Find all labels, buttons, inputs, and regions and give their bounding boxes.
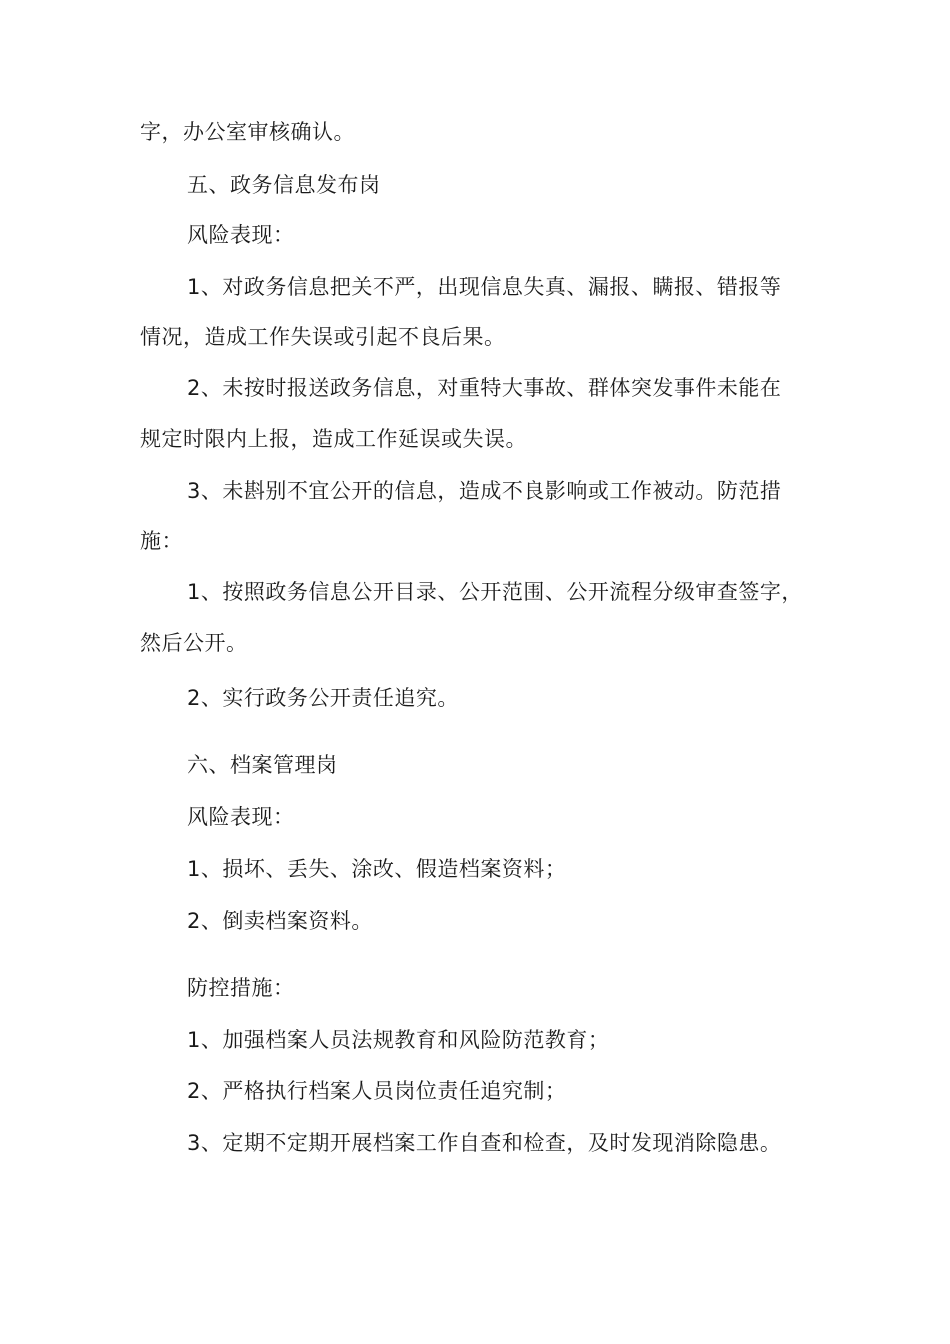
list-item: 1、按照政务信息公开目录、公开范围、公开流程分级审查签字， [187, 580, 803, 604]
list-item: 1、损坏、丢失、涂改、假造档案资料； [187, 857, 567, 881]
section-heading: 六、档案管理岗 [187, 753, 338, 777]
list-item: 3、未斟别不宜公开的信息，造成不良影响或工作被动。防范措 [187, 479, 782, 503]
text-line: 规定时限内上报，造成工作延误或失误。 [140, 427, 527, 451]
list-item: 1、对政务信息把关不严，出现信息失真、漏报、瞒报、错报等 [187, 275, 782, 299]
text-line: 情况，造成工作失误或引起不良后果。 [140, 325, 506, 349]
list-item: 3、定期不定期开展档案工作自查和检查，及时发现消除隐患。 [187, 1131, 782, 1155]
subheading: 风险表现： [187, 223, 295, 247]
text-line: 施： [140, 529, 183, 553]
list-item: 2、未按时报送政务信息，对重特大事故、群体突发事件未能在 [187, 376, 782, 400]
list-item: 2、倒卖档案资料。 [187, 909, 373, 933]
text-line: 然后公开。 [140, 631, 248, 655]
section-heading: 五、政务信息发布岗 [187, 173, 381, 197]
list-item: 2、严格执行档案人员岗位责任追究制； [187, 1079, 567, 1103]
list-item: 1、加强档案人员法规教育和风险防范教育； [187, 1028, 610, 1052]
text-line: 字，办公室审核确认。 [140, 120, 355, 144]
subheading: 防控措施： [187, 976, 295, 1000]
subheading: 风险表现： [187, 805, 295, 829]
list-item: 2、实行政务公开责任追究。 [187, 686, 459, 710]
